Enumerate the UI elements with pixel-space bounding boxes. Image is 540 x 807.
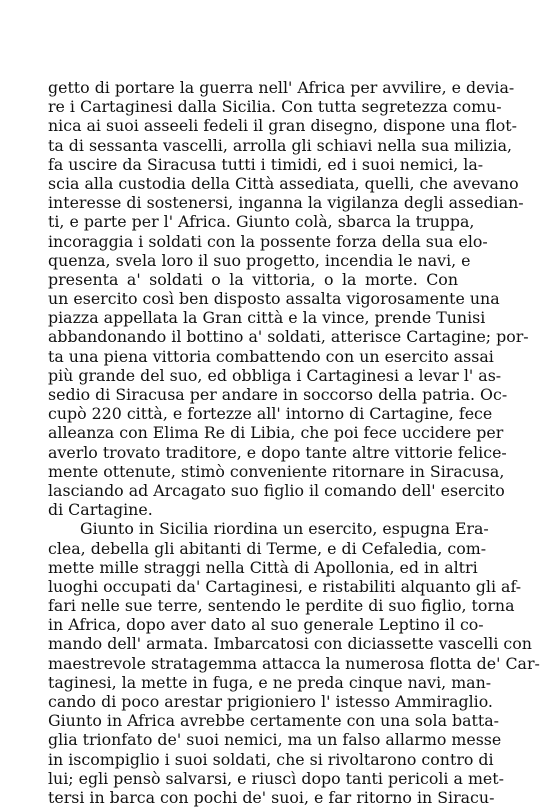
text-line: cupò 220 città, e fortezze all' intorno di Cartagine, fece [48,404,493,424]
text-line: Giunto in Sicilia riordina un esercito, espugna Era- [80,519,489,539]
text-line: ta una piena vittoria combattendo con un esercito assai [48,346,494,366]
text-line: Giunto in Africa avrebbe certamente con una sola batta- [48,711,500,731]
text-line: interesse di sostenersi, inganna la vigilanza degli assedian- [48,193,524,213]
text-line: mente ottenute, stimò conveniente ritornare in Siracusa, [48,461,505,481]
text-line: un esercito così ben disposto assalta vigorosamente una [48,289,500,309]
text-line: averlo trovato traditore, e dopo tante altre vittorie felice- [48,442,507,462]
text-line: maestrevole stratagemma attacca la numerosa flotta de' Car- [48,653,540,673]
text-line: presenta a' soldati o la vittoria, o la morte. Con [48,269,458,289]
text-line: fa uscire da Siracusa tutti i timidi, ed i suoi nemici, la- [48,154,484,174]
text-line: getto di portare la guerra nell' Africa per avvilire, e devia- [48,78,515,97]
text-line: clea, debella gli abitanti di Terme, e di Cefaledia, com- [48,538,487,558]
text-line: lasciando ad Arcagato suo figlio il comando dell' esercito [48,480,505,500]
text-line: di Cartagine. [48,500,153,520]
text-line: ti, e parte per l' Africa. Giunto colà, sbarca la truppa, [48,212,475,232]
text-line: taginesi, la mette in fuga, e ne preda cinque navi, man- [48,672,492,692]
text-line: sedio di Siracusa per andare in soccorso della patria. Oc- [48,385,508,404]
text-line: piazza appellata la Gran città e la vince, prende Tunisi [48,308,486,328]
text-line: in iscompiglio i suoi soldati, che si rivoltarono contro di [48,749,494,769]
text-line: alleanza con Elima Re di Libia, che poi fece uccidere per [48,423,504,443]
text-line: cando di poco arestar prigioniero l' istesso Ammiraglio. [48,692,493,711]
text-line: quenza, svela loro il suo progetto, incendia le navi, e [48,250,471,270]
text-line: lui; egli pensò salvarsi, e riuscì dopo tanti pericoli a met- [48,768,504,788]
body-text [48,78,540,807]
text-line: re i Cartaginesi dalla Sicilia. Con tutta segretezza comu- [48,97,502,117]
text-line: tersi in barca con pochi de' suoi, e far ritorno in Siracu- [48,787,495,807]
text-line: nica ai suoi asseeli fedeli il gran disegno, dispone una flot- [48,116,517,136]
text-line: abbandonando il bottino a' soldati, atterisce Cartagine; por- [48,327,529,347]
text-line: mette mille straggi nella Città di Apollonia, ed in altri [48,557,478,577]
text-line: ta di sessanta vascelli, arrolla gli schiavi nella sua milizia, [48,135,513,155]
text-line: fari nelle sue terre, sentendo le perdite di suo figlio, torna [48,596,515,616]
text-line: scia alla custodia della Città assediata, quelli, che avevano [48,173,519,193]
text-line: mando dell' armata. Imbarcatosi con diciassette vascelli con [48,634,532,654]
text-line: in Africa, dopo aver dato al suo generale Leptino il co- [48,615,484,635]
text-line: glia trionfato de' suoi nemici, ma un falso allarmo messe [48,730,502,750]
text-line: luoghi occupati da' Cartaginesi, e ristabiliti alquanto gli af- [48,576,522,596]
text-line: incoraggia i soldati con la possente forza della sua elo- [48,231,488,251]
text-line: più grande del suo, ed obbliga i Cartaginesi a levar l' as- [48,365,502,385]
